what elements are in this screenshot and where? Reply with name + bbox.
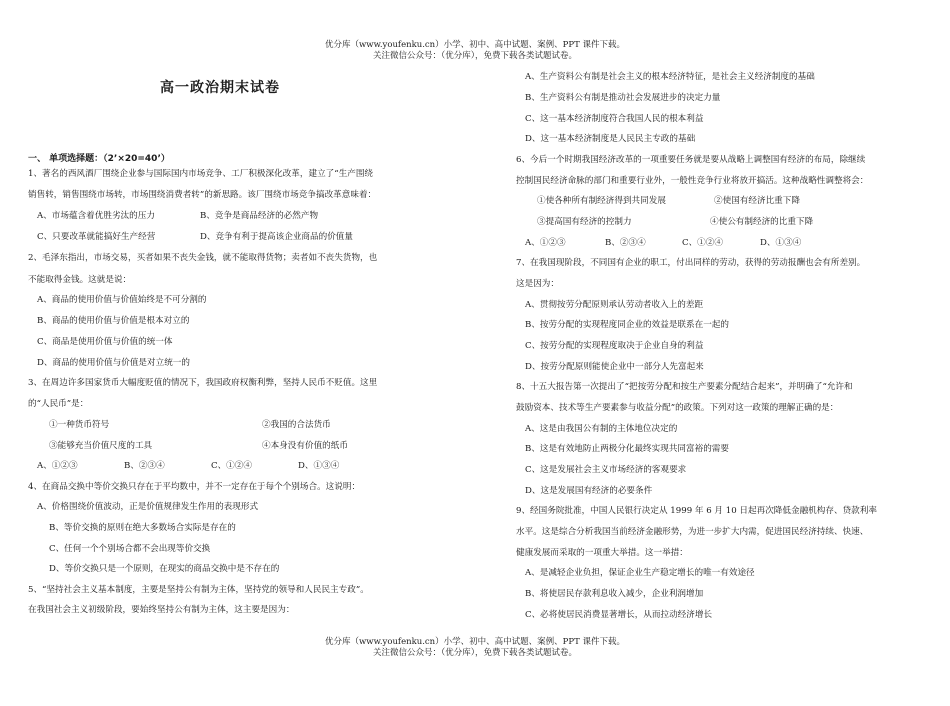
q6-item-4: ④使公有制经济的比重下降 bbox=[710, 217, 814, 227]
q9-option-c: C、必将使居民消费显著增长，从而拉动经济增长 bbox=[525, 610, 713, 620]
q8-stem: 8、十五大报告第一次提出了“把按劳分配和按生产要素分配结合起来”，并明确了“允许和 bbox=[516, 382, 853, 392]
q4-option-c: C、任何一个个别场合都不会出现等价交换 bbox=[49, 544, 211, 554]
q7-stem: 这是因为： bbox=[516, 279, 559, 289]
q7-stem: 7、在我国现阶段，不同国有企业的职工，付出同样的劳动，获得的劳动报酬也会有所差别。 bbox=[516, 258, 866, 268]
header-line-2: 关注微信公众号：（优分库），免费下载各类试题试卷。 bbox=[372, 51, 577, 61]
page-title: 高一政治期末试卷 bbox=[160, 80, 280, 96]
q3-stem: 的“人民币”是： bbox=[28, 399, 89, 409]
q5-option-c: C、这一基本经济制度符合我国人民的根本利益 bbox=[525, 114, 704, 124]
q7-option-a: A、贯彻按劳分配原则承认劳动者收入上的差距 bbox=[525, 300, 704, 310]
q7-option-d: D、按劳分配原则能使企业中一部分人先富起来 bbox=[525, 362, 704, 372]
q2-option-a: A、商品的使用价值与价值始终是不可分割的 bbox=[37, 295, 207, 305]
q6-stem: 控制国民经济命脉的部门和重要行业外，一般性竞争行业将放开搞活。这种战略性调整将会： bbox=[516, 176, 869, 186]
q3-item-3: ③能够充当价值尺度的工具 bbox=[49, 441, 153, 451]
q9-option-b: B、将使居民存款利息收入减少，企业利润增加 bbox=[525, 589, 704, 599]
q8-stem: 鼓励资本、技术等生产要素参与收益分配”的政策。下列对这一政策的理解正确的是： bbox=[516, 403, 839, 413]
q6-option-a: A、①②③ bbox=[525, 238, 566, 248]
header-line-1: 优分库（www.youfenku.cn）小学、初中、高中试题、案例、PPT 课件下载。 bbox=[325, 40, 625, 50]
q3-option-b: B、②③④ bbox=[124, 461, 165, 471]
q5-option-b: B、生产资料公有制是推动社会发展进步的决定力量 bbox=[525, 93, 721, 103]
q7-option-b: B、按劳分配的实现程度同企业的效益是联系在一起的 bbox=[525, 320, 729, 330]
q3-item-1: ①一种货币符号 bbox=[49, 420, 110, 430]
q5-option-d: D、这一基本经济制度是人民民主专政的基础 bbox=[525, 134, 696, 144]
q1-option-d: D、竞争有利于提高该企业商品的价值量 bbox=[200, 232, 353, 242]
q3-option-c: C、①②④ bbox=[211, 461, 252, 471]
q3-item-4: ④本身没有价值的纸币 bbox=[262, 441, 348, 451]
q6-item-1: ①使各种所有制经济得到共同发展 bbox=[537, 196, 666, 206]
section-heading: 一、 单项选择题：（2’×20=40’） bbox=[28, 154, 170, 164]
q8-option-a: A、这是由我国公有制的主体地位决定的 bbox=[525, 424, 678, 434]
q3-item-2: ②我国的合法货币 bbox=[262, 420, 331, 430]
q4-option-d: D、等价交换只是一个原则，在现实的商品交换中是不存在的 bbox=[49, 564, 280, 574]
q2-option-b: B、商品的使用价值与价值是根本对立的 bbox=[37, 316, 190, 326]
footer-line-2: 关注微信公众号：（优分库），免费下载各类试题试卷。 bbox=[372, 648, 577, 658]
q6-option-d: D、①③④ bbox=[760, 238, 802, 248]
page-footer bbox=[0, 637, 950, 659]
q2-stem: 不能取得金钱。这就是说： bbox=[28, 275, 132, 285]
q8-option-c: C、这是发展社会主义市场经济的客观要求 bbox=[525, 465, 687, 475]
q6-option-b: B、②③④ bbox=[605, 238, 646, 248]
q3-option-a: A、①②③ bbox=[37, 461, 78, 471]
q6-option-c: C、①②④ bbox=[682, 238, 723, 248]
q9-stem: 水平。这是综合分析我国当前经济金融形势，为进一步扩大内需，促进国民经济持续、快速、 bbox=[516, 527, 869, 537]
q1-stem: 1、著名的西风酒厂围绕企业参与国际国内市场竞争、工厂积极深化改革，建立了“生产围绕 bbox=[28, 169, 374, 179]
q9-stem: 9、经国务院批准，中国人民银行决定从 1999 年 6 月 10 日起再次降低金融机构存、贷款利率 bbox=[516, 506, 877, 516]
q9-option-a: A、是减轻企业负担，保证企业生产稳定增长的唯一有效途径 bbox=[525, 568, 755, 578]
q3-stem: 3、在周边许多国家货币大幅度贬值的情况下，我国政府权衡利弊，坚持人民币不贬值。这里 bbox=[28, 378, 378, 388]
q8-option-d: D、这是发展国有经济的必要条件 bbox=[525, 486, 653, 496]
q3-option-d: D、①③④ bbox=[298, 461, 340, 471]
q5-option-a: A、生产资料公有制是社会主义的根本经济特征，是社会主义经济制度的基础 bbox=[525, 72, 815, 82]
q1-option-a: A、市场蕴含着优胜劣汰的压力 bbox=[37, 211, 155, 221]
q5-stem: 5、“坚持社会主义基本制度，主要是坚持公有制为主体，坚持党的领导和人民民主专政”。 bbox=[28, 585, 369, 595]
footer-line-1: 优分库（www.youfenku.cn）小学、初中、高中试题、案例、PPT 课件下载。 bbox=[325, 637, 625, 647]
q4-stem: 4、在商品交换中等价交换只存在于平均数中，并不一定存在于每个个别场合。这说明： bbox=[28, 482, 361, 492]
q7-option-c: C、按劳分配的实现程度取决于企业自身的利益 bbox=[525, 341, 704, 351]
q5-stem: 在我国社会主义初级阶段，要始终坚持公有制为主体，这主要是因为： bbox=[28, 605, 295, 615]
q6-stem: 6、今后一个时期我国经济改革的一项重要任务就是要从战略上调整国有经济的布局，除继续 bbox=[516, 155, 866, 165]
q4-option-a: A、价格围绕价值波动，正是价值规律发生作用的表现形式 bbox=[37, 502, 259, 512]
q1-option-b: B、竞争是商品经济的必然产物 bbox=[200, 211, 319, 221]
q4-option-b: B、等价交换的原则在绝大多数场合实际是存在的 bbox=[49, 523, 236, 533]
q9-stem: 健康发展而采取的一项重大举措。这一举措： bbox=[516, 548, 688, 558]
page-header bbox=[0, 40, 950, 62]
q6-item-3: ③提高国有经济的控制力 bbox=[537, 217, 632, 227]
q1-stem: 销售转，销售围绕市场转，市场围绕消费者转”的新思路。该厂围绕市场竞争搞改革意味着： bbox=[28, 190, 377, 200]
q1-option-c: C、只要改革就能搞好生产经营 bbox=[37, 232, 156, 242]
q2-option-d: D、商品的使用价值与价值是对立统一的 bbox=[37, 358, 190, 368]
q2-stem: 2、毛泽东指出，市场交易，买者如果不丧失金钱，就不能取得货物；卖者如不丧失货物，也 bbox=[28, 253, 378, 263]
q6-item-2: ②使国有经济比重下降 bbox=[714, 196, 800, 206]
q2-option-c: C、商品是使用价值与价值的统一体 bbox=[37, 337, 173, 347]
q8-option-b: B、这是有效地防止两极分化最终实现共同富裕的需要 bbox=[525, 444, 729, 454]
